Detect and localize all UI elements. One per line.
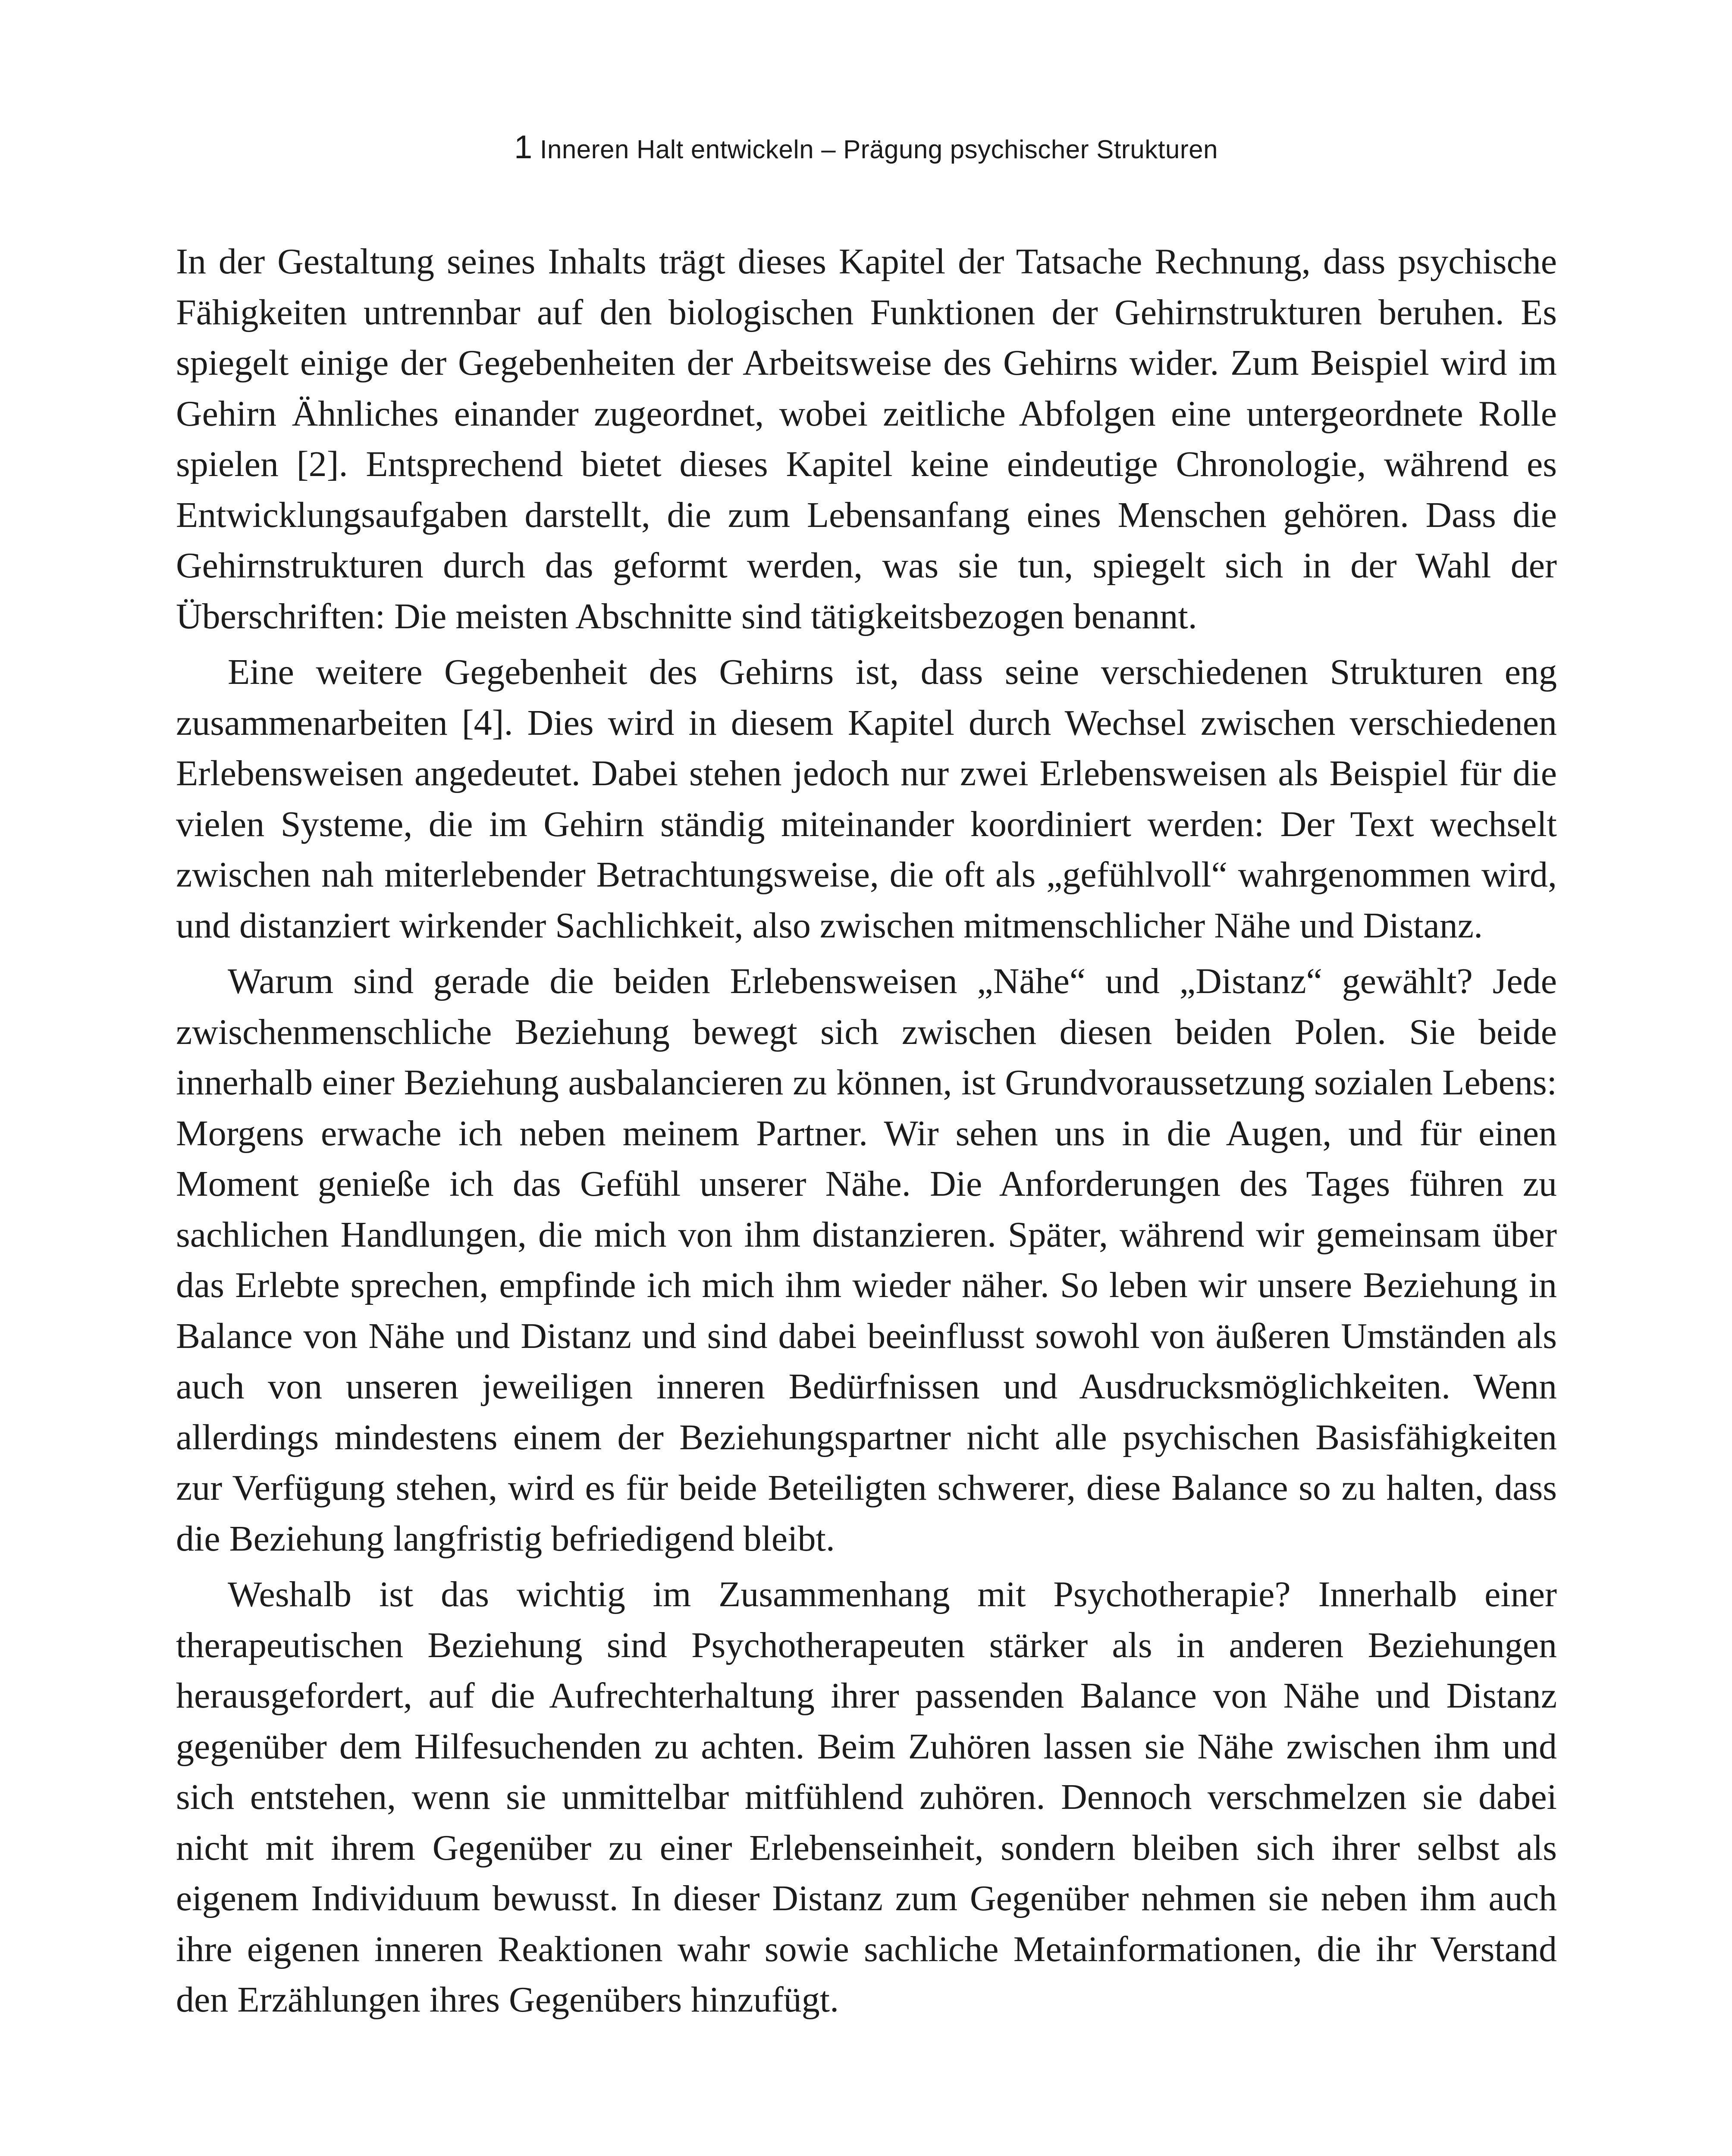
running-header: [0, 128, 1732, 166]
paragraph: Eine weitere Gegebenheit des Gehirns ist, dass seine verschiedenen Strukturen eng zusammenarbeiten [4]. Dies wird in diesem Kapitel durch Wechsel zwischen verschiedenen Erlebensweisen angedeutet. Dabei stehen jedoch nur zwei Erlebensweisen als Beispiel für die vielen Systeme, die im Gehirn ständig miteinander koordiniert werden: Der Text wechselt zwischen nah miterlebender Betrachtungsweise, die oft als „gefühlvoll“ wahrgenommen wird, und distanziert wirkender Sachlichkeit, also zwischen mitmenschlicher Nähe und Distanz.: [176, 652, 1557, 946]
paragraph: Weshalb ist das wichtig im Zusammenhang mit Psychotherapie? Innerhalb einer therapeutischen Beziehung sind Psychotherapeuten stärker als in anderen Beziehungen herausgefordert, auf die Aufrechterhaltung ihrer passenden Balance von Nähe und Distanz gegenüber dem Hilfesuchenden zu achten. Beim Zuhören lassen sie Nähe zwischen ihm und sich entstehen, wenn sie unmittelbar mitfühlend zuhören. Dennoch verschmelzen sie dabei nicht mit ihrem Gegenüber zu einer Erlebenseinheit, sondern bleiben sich ihrer selbst als eigenem Individuum bewusst. In dieser Distanz zum Gegenüber nehmen sie neben ihm auch ihre eigenen inneren Reaktionen wahr sowie sachliche Metainformationen, die ihr Verstand den Erzählungen ihres Gegenübers hinzufügt.: [176, 1574, 1557, 2020]
paragraph: In der Gestaltung seines Inhalts trägt dieses Kapitel der Tatsache Rechnung, dass psychische Fähigkeiten untrennbar auf den biologischen Funktionen der Gehirnstrukturen beruhen. Es spiegelt einige der Gegebenheiten der Arbeitsweise des Gehirns wider. Zum Beispiel wird im Gehirn Ähnliches einander zugeordnet, wobei zeitliche Abfolgen eine untergeordnete Rolle spielen [2]. Entsprechend bietet dieses Kapitel keine eindeutige Chronologie, während es Entwicklungsaufgaben darstellt, die zum Lebensanfang eines Menschen gehören. Dass die Gehirnstrukturen durch das geformt werden, was sie tun, spiegelt sich in der Wahl der Überschriften: Die meisten Abschnitte sind tätigkeitsbezogen benannt.: [176, 241, 1557, 636]
body-text: [176, 236, 1557, 2025]
paragraph: Warum sind gerade die beiden Erlebensweisen „Nähe“ und „Distanz“ gewählt? Jede zwischenmenschliche Beziehung bewegt sich zwischen diesen beiden Polen. Sie beide innerhalb einer Beziehung ausbalancieren zu können, ist Grundvoraussetzung sozialen Lebens: Morgens erwache ich neben meinem Partner. Wir sehen uns in die Augen, und für einen Moment genieße ich das Gefühl unserer Nähe. Die Anforderungen des Tages führen zu sachlichen Handlungen, die mich von ihm distanzieren. Später, während wir gemeinsam über das Erlebte sprechen, empfinde ich mich ihm wieder näher. So leben wir unsere Beziehung in Balance von Nähe und Distanz und sind dabei beeinflusst sowohl von äußeren Umständen als auch von unseren jeweiligen inneren Bedürfnissen und Ausdrucksmöglichkeiten. Wenn allerdings mindestens einem der Beziehungspartner nicht alle psychischen Basisfähigkeiten zur Verfügung stehen, wird es für beide Beteiligten schwerer, diese Balance so zu halten, dass die Beziehung langfristig befriedigend bleibt.: [176, 961, 1557, 1559]
chapter-title: Inneren Halt entwickeln – Prägung psychischer Strukturen: [540, 135, 1218, 164]
chapter-number: 1: [514, 129, 533, 166]
